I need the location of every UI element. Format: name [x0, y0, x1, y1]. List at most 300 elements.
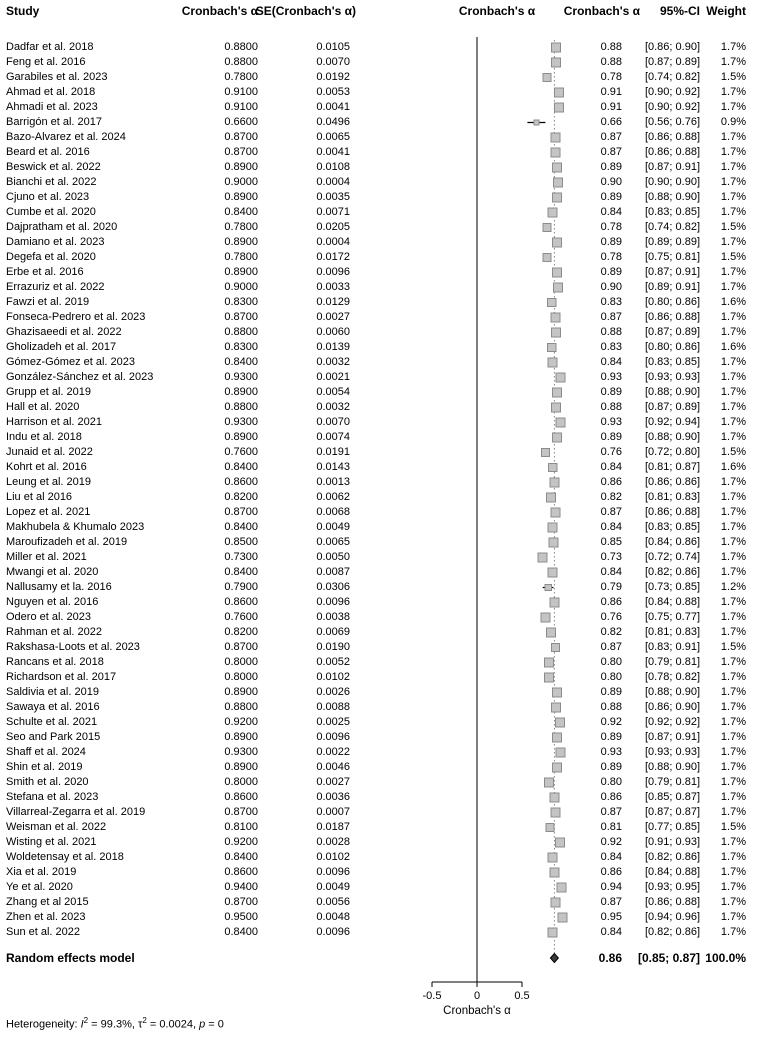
study-label: Makhubela & Khumalo 2023	[6, 521, 145, 533]
se-value: 0.0187	[316, 821, 350, 833]
i-squared-symbol: I	[80, 1018, 84, 1031]
weight-value: 0.9%	[720, 116, 746, 128]
alpha-value: 0.9300	[224, 371, 258, 383]
weight-value: 1.7%	[720, 836, 746, 848]
ci-value: [0.88; 0.90]	[644, 191, 700, 203]
weight-value: 1.7%	[720, 131, 746, 143]
plot-cell	[350, 505, 580, 520]
estimate-value: 0.84	[600, 206, 622, 218]
study-label: Xia et al. 2019	[6, 866, 77, 878]
plot-cell	[350, 730, 580, 745]
plot-cell	[350, 460, 580, 475]
ci-value: [0.83; 0.91]	[644, 641, 700, 653]
ci-value: [0.89; 0.89]	[644, 236, 700, 248]
se-value: 0.0025	[316, 716, 350, 728]
ci-value: [0.83; 0.85]	[644, 356, 700, 368]
plot-cell	[350, 370, 580, 385]
summary-plot-cell	[350, 950, 580, 966]
se-value: 0.0026	[316, 686, 350, 698]
plot-cell	[350, 835, 580, 850]
study-row	[6, 760, 746, 775]
weight-value: 1.5%	[720, 251, 746, 263]
estimate-value: 0.89	[600, 266, 622, 278]
plot-cell	[350, 235, 580, 250]
study-label: Sawaya et al. 2016	[6, 701, 100, 713]
estimate-value: 0.90	[600, 176, 622, 188]
estimate-value: 0.84	[600, 926, 622, 938]
plot-cell	[350, 880, 580, 895]
ci-value: [0.75; 0.77]	[644, 611, 700, 623]
weight-value: 1.7%	[720, 86, 746, 98]
weight-value: 1.7%	[720, 731, 746, 743]
se-value: 0.0049	[316, 881, 350, 893]
se-value: 0.0028	[316, 836, 350, 848]
se-value: 0.0054	[316, 386, 350, 398]
estimate-value: 0.91	[600, 101, 622, 113]
ci-value: [0.89; 0.91]	[644, 281, 700, 293]
study-row	[6, 805, 746, 820]
ci-value: [0.83; 0.85]	[644, 206, 700, 218]
alpha-value: 0.8600	[224, 596, 258, 608]
plot-cell	[350, 610, 580, 625]
alpha-value: 0.8400	[224, 851, 258, 863]
alpha-value: 0.8400	[224, 461, 258, 473]
estimate-value: 0.93	[600, 746, 622, 758]
study-label: Weisman et al. 2022	[6, 821, 107, 833]
alpha-value: 0.8900	[224, 761, 258, 773]
summary-row	[6, 950, 746, 966]
ci-value: [0.92; 0.92]	[644, 716, 700, 728]
se-value: 0.0060	[316, 326, 350, 338]
alpha-value: 0.8600	[224, 476, 258, 488]
study-label: Schulte et al. 2021	[6, 716, 98, 728]
estimate-value: 0.90	[600, 281, 622, 293]
alpha-value: 0.7600	[224, 446, 258, 458]
study-row	[6, 775, 746, 790]
study-row	[6, 820, 746, 835]
weight-value: 1.7%	[720, 761, 746, 773]
ci-value: [0.86; 0.88]	[644, 311, 700, 323]
study-label: Richardson et al. 2017	[6, 671, 117, 683]
study-row	[6, 235, 746, 250]
ci-value: [0.75; 0.81]	[644, 251, 700, 263]
se-value: 0.0048	[316, 911, 350, 923]
ci-value: [0.90; 0.90]	[644, 176, 700, 188]
study-row	[6, 400, 746, 415]
se-value: 0.0036	[316, 791, 350, 803]
study-row	[6, 310, 746, 325]
alpha-value: 0.8900	[224, 731, 258, 743]
study-row	[6, 790, 746, 805]
alpha-value: 0.8800	[224, 41, 258, 53]
estimate-value: 0.89	[600, 236, 622, 248]
ci-value: [0.81; 0.83]	[644, 491, 700, 503]
summary-estimate: 0.86	[598, 951, 622, 965]
plot-cell	[350, 745, 580, 760]
weight-value: 1.6%	[720, 341, 746, 353]
weight-value: 1.5%	[720, 821, 746, 833]
ci-value: [0.56; 0.76]	[644, 116, 700, 128]
se-value: 0.0105	[316, 41, 350, 53]
se-value: 0.0070	[316, 56, 350, 68]
p-symbol: p	[199, 1018, 206, 1031]
plot-cell	[350, 175, 580, 190]
estimate-value: 0.66	[600, 116, 622, 128]
estimate-value: 0.80	[600, 656, 622, 668]
ci-value: [0.87; 0.89]	[644, 56, 700, 68]
plot-cell	[350, 205, 580, 220]
ci-value: [0.87; 0.91]	[644, 266, 700, 278]
plot-cell	[350, 895, 580, 910]
se-value: 0.0013	[316, 476, 350, 488]
weight-value: 1.7%	[720, 806, 746, 818]
plot-cell	[350, 220, 580, 235]
estimate-value: 0.86	[600, 596, 622, 608]
se-value: 0.0102	[316, 851, 350, 863]
weight-value: 1.7%	[720, 896, 746, 908]
study-row	[6, 685, 746, 700]
se-value: 0.0088	[316, 701, 350, 713]
study-label: Errazuriz et al. 2022	[6, 281, 105, 293]
ci-value: [0.88; 0.90]	[644, 761, 700, 773]
heterogeneity-label: Heterogeneity:	[6, 1018, 81, 1031]
study-row	[6, 670, 746, 685]
weight-value: 1.7%	[720, 911, 746, 923]
study-row	[6, 550, 746, 565]
alpha-value: 0.8900	[224, 686, 258, 698]
study-row	[6, 220, 746, 235]
alpha-value: 0.9000	[224, 176, 258, 188]
study-label: Liu et al 2016	[6, 491, 73, 503]
i-squared-value: = 99.3%,	[88, 1018, 138, 1031]
study-row	[6, 445, 746, 460]
alpha-value: 0.9000	[224, 281, 258, 293]
estimate-value: 0.93	[600, 416, 622, 428]
plot-cell	[350, 640, 580, 655]
se-value: 0.0129	[316, 296, 350, 308]
plot-cell	[350, 40, 580, 55]
weight-value: 1.7%	[720, 206, 746, 218]
ci-value: [0.87; 0.91]	[644, 161, 700, 173]
ci-value: [0.86; 0.88]	[644, 131, 700, 143]
study-row	[6, 655, 746, 670]
study-label: Dadfar et al. 2018	[6, 41, 94, 53]
alpha-value: 0.8400	[224, 926, 258, 938]
se-value: 0.0032	[316, 401, 350, 413]
estimate-value: 0.89	[600, 761, 622, 773]
alpha-value: 0.7800	[224, 71, 258, 83]
study-label: Miller et al. 2021	[6, 551, 87, 563]
weight-value: 1.7%	[720, 266, 746, 278]
study-label: Odero et al. 2023	[6, 611, 92, 623]
ci-value: [0.81; 0.87]	[644, 461, 700, 473]
ci-value: [0.92; 0.94]	[644, 416, 700, 428]
study-row	[6, 850, 746, 865]
ci-value: [0.87; 0.89]	[644, 401, 700, 413]
alpha-value: 0.9400	[224, 881, 258, 893]
alpha-value: 0.7800	[224, 251, 258, 263]
alpha-value: 0.8600	[224, 866, 258, 878]
se-value: 0.0102	[316, 671, 350, 683]
se-value: 0.0071	[316, 206, 350, 218]
plot-cell	[350, 865, 580, 880]
weight-value: 1.7%	[720, 311, 746, 323]
estimate-value: 0.87	[600, 311, 622, 323]
se-value: 0.0007	[316, 806, 350, 818]
weight-value: 1.7%	[720, 596, 746, 608]
alpha-value: 0.8400	[224, 521, 258, 533]
x-axis-tick-label: 0	[473, 990, 481, 1002]
estimate-value: 0.80	[600, 776, 622, 788]
x-axis-tick-label: -0.5	[422, 990, 442, 1002]
study-row	[6, 205, 746, 220]
tau-squared-exponent: 2	[142, 1016, 147, 1025]
column-header-weight: Weight	[706, 4, 746, 18]
weight-value: 1.2%	[720, 581, 746, 593]
weight-value: 1.7%	[720, 161, 746, 173]
study-row	[6, 415, 746, 430]
se-value: 0.0065	[316, 131, 350, 143]
study-label: Kohrt et al. 2016	[6, 461, 87, 473]
alpha-value: 0.8900	[224, 161, 258, 173]
ci-value: [0.74; 0.82]	[644, 71, 700, 83]
study-label: Ahmad et al. 2018	[6, 86, 96, 98]
estimate-value: 0.91	[600, 86, 622, 98]
study-row	[6, 595, 746, 610]
study-row	[6, 745, 746, 760]
ci-value: [0.86; 0.86]	[644, 476, 700, 488]
plot-cell	[350, 820, 580, 835]
plot-cell	[350, 415, 580, 430]
alpha-value: 0.9300	[224, 746, 258, 758]
plot-cell	[350, 580, 580, 595]
ci-value: [0.86; 0.90]	[644, 701, 700, 713]
study-row	[6, 55, 746, 70]
alpha-value: 0.8900	[224, 386, 258, 398]
plot-cell	[350, 310, 580, 325]
study-label: Maroufizadeh et al. 2019	[6, 536, 128, 548]
ci-value: [0.91; 0.93]	[644, 836, 700, 848]
plot-cell	[350, 115, 580, 130]
weight-value: 1.7%	[720, 656, 746, 668]
plot-cell	[350, 760, 580, 775]
plot-cell	[350, 595, 580, 610]
alpha-value: 0.8400	[224, 356, 258, 368]
ci-value: [0.93; 0.95]	[644, 881, 700, 893]
estimate-value: 0.78	[600, 71, 622, 83]
se-value: 0.0027	[316, 311, 350, 323]
study-label: Dajpratham et al. 2020	[6, 221, 118, 233]
alpha-value: 0.8900	[224, 431, 258, 443]
p-value: = 0	[205, 1018, 224, 1031]
study-row	[6, 835, 746, 850]
estimate-value: 0.78	[600, 251, 622, 263]
alpha-value: 0.6600	[224, 116, 258, 128]
se-value: 0.0049	[316, 521, 350, 533]
plot-cell	[350, 325, 580, 340]
study-label: Beswick et al. 2022	[6, 161, 101, 173]
i-squared-exponent: 2	[83, 1016, 89, 1025]
study-label: Garabiles et al. 2023	[6, 71, 108, 83]
plot-cell	[350, 85, 580, 100]
estimate-value: 0.84	[600, 851, 622, 863]
plot-cell	[350, 430, 580, 445]
study-label: Shin et al. 2019	[6, 761, 83, 773]
estimate-value: 0.86	[600, 866, 622, 878]
ci-value: [0.93; 0.93]	[644, 371, 700, 383]
estimate-value: 0.84	[600, 521, 622, 533]
estimate-value: 0.83	[600, 296, 622, 308]
study-row	[6, 355, 746, 370]
study-label: Stefana et al. 2023	[6, 791, 99, 803]
se-value: 0.0190	[316, 641, 350, 653]
study-row	[6, 325, 746, 340]
study-label: Sun et al. 2022	[6, 926, 81, 938]
column-header-alpha: Cronbach's α	[181, 4, 258, 18]
weight-value: 1.7%	[720, 431, 746, 443]
study-label: Rakshasa-Loots et al. 2023	[6, 641, 140, 653]
study-label: Fawzi et al. 2019	[6, 296, 90, 308]
summary-se-blank	[258, 950, 350, 966]
se-value: 0.0108	[316, 161, 350, 173]
alpha-value: 0.9300	[224, 416, 258, 428]
se-value: 0.0068	[316, 506, 350, 518]
alpha-value: 0.8000	[224, 671, 258, 683]
se-value: 0.0065	[316, 536, 350, 548]
study-label: Leung et al. 2019	[6, 476, 92, 488]
weight-value: 1.7%	[720, 611, 746, 623]
se-value: 0.0306	[316, 581, 350, 593]
x-axis-title: Cronbach's α	[443, 1005, 511, 1017]
se-value: 0.0096	[316, 596, 350, 608]
study-label: Ghazisaeedi et al. 2022	[6, 326, 122, 338]
study-label: Rahman et al. 2022	[6, 626, 103, 638]
study-label: Junaid et al. 2022	[6, 446, 93, 458]
se-value: 0.0052	[316, 656, 350, 668]
se-value: 0.0074	[316, 431, 350, 443]
ci-value: [0.86; 0.88]	[644, 146, 700, 158]
alpha-value: 0.9200	[224, 716, 258, 728]
plot-cell	[350, 250, 580, 265]
plot-cell	[350, 550, 580, 565]
column-header-plot: Cronbach's α	[458, 4, 536, 18]
estimate-value: 0.92	[600, 716, 622, 728]
study-row	[6, 730, 746, 745]
alpha-value: 0.8800	[224, 326, 258, 338]
ci-value: [0.87; 0.87]	[644, 806, 700, 818]
se-value: 0.0032	[316, 356, 350, 368]
study-row	[6, 280, 746, 295]
ci-value: [0.84; 0.88]	[644, 596, 700, 608]
plot-cell	[350, 565, 580, 580]
estimate-value: 0.88	[600, 701, 622, 713]
alpha-value: 0.7300	[224, 551, 258, 563]
study-label: Bazo-Alvarez et al. 2024	[6, 131, 126, 143]
plot-cell	[350, 490, 580, 505]
plot-cell	[350, 55, 580, 70]
estimate-value: 0.87	[600, 506, 622, 518]
estimate-value: 0.94	[600, 881, 622, 893]
estimate-value: 0.85	[600, 536, 622, 548]
plot-cell	[350, 805, 580, 820]
study-label: Mwangi et al. 2020	[6, 566, 99, 578]
weight-value: 1.5%	[720, 71, 746, 83]
ci-value: [0.80; 0.86]	[644, 341, 700, 353]
column-header-study: Study	[6, 4, 40, 18]
estimate-value: 0.88	[600, 41, 622, 53]
estimate-value: 0.87	[600, 131, 622, 143]
plot-cell	[350, 535, 580, 550]
se-value: 0.0096	[316, 731, 350, 743]
plot-cell	[350, 160, 580, 175]
study-label: Wisting et al. 2021	[6, 836, 97, 848]
estimate-value: 0.83	[600, 341, 622, 353]
ci-value: [0.79; 0.81]	[644, 656, 700, 668]
se-value: 0.0087	[316, 566, 350, 578]
estimate-value: 0.88	[600, 401, 622, 413]
alpha-value: 0.9500	[224, 911, 258, 923]
plot-cell	[350, 685, 580, 700]
alpha-value: 0.8200	[224, 491, 258, 503]
estimate-value: 0.87	[600, 146, 622, 158]
study-label: Damiano et al. 2023	[6, 236, 105, 248]
study-label: Erbe et al. 2016	[6, 266, 84, 278]
study-row	[6, 190, 746, 205]
alpha-value: 0.8000	[224, 776, 258, 788]
weight-value: 1.7%	[720, 746, 746, 758]
weight-value: 1.7%	[720, 386, 746, 398]
ci-value: [0.79; 0.81]	[644, 776, 700, 788]
weight-value: 1.7%	[720, 491, 746, 503]
estimate-value: 0.78	[600, 221, 622, 233]
ci-value: [0.73; 0.85]	[644, 581, 700, 593]
study-row	[6, 70, 746, 85]
estimate-value: 0.87	[600, 806, 622, 818]
alpha-value: 0.8800	[224, 701, 258, 713]
weight-value: 1.7%	[720, 521, 746, 533]
study-row	[6, 250, 746, 265]
plot-cell	[350, 385, 580, 400]
se-value: 0.0033	[316, 281, 350, 293]
plot-cell	[350, 700, 580, 715]
study-label: Cumbe et al. 2020	[6, 206, 96, 218]
estimate-value: 0.89	[600, 686, 622, 698]
study-label: Lopez et al. 2021	[6, 506, 91, 518]
ci-value: [0.86; 0.88]	[644, 506, 700, 518]
weight-value: 1.7%	[720, 356, 746, 368]
study-row	[6, 265, 746, 280]
estimate-value: 0.86	[600, 791, 622, 803]
alpha-value: 0.7900	[224, 581, 258, 593]
ci-value: [0.93; 0.93]	[644, 746, 700, 758]
column-header-estimate: Cronbach's α	[563, 4, 640, 18]
estimate-value: 0.81	[600, 821, 622, 833]
study-label: Saldivia et al. 2019	[6, 686, 99, 698]
study-label: Seo and Park 2015	[6, 731, 101, 743]
ci-value: [0.87; 0.89]	[644, 326, 700, 338]
alpha-value: 0.8700	[224, 311, 258, 323]
weight-value: 1.7%	[720, 476, 746, 488]
study-row	[6, 145, 746, 160]
se-value: 0.0041	[316, 146, 350, 158]
study-row	[6, 160, 746, 175]
plot-cell	[350, 775, 580, 790]
alpha-value: 0.8500	[224, 536, 258, 548]
study-row	[6, 430, 746, 445]
estimate-value: 0.73	[600, 551, 622, 563]
study-row	[6, 895, 746, 910]
se-value: 0.0027	[316, 776, 350, 788]
